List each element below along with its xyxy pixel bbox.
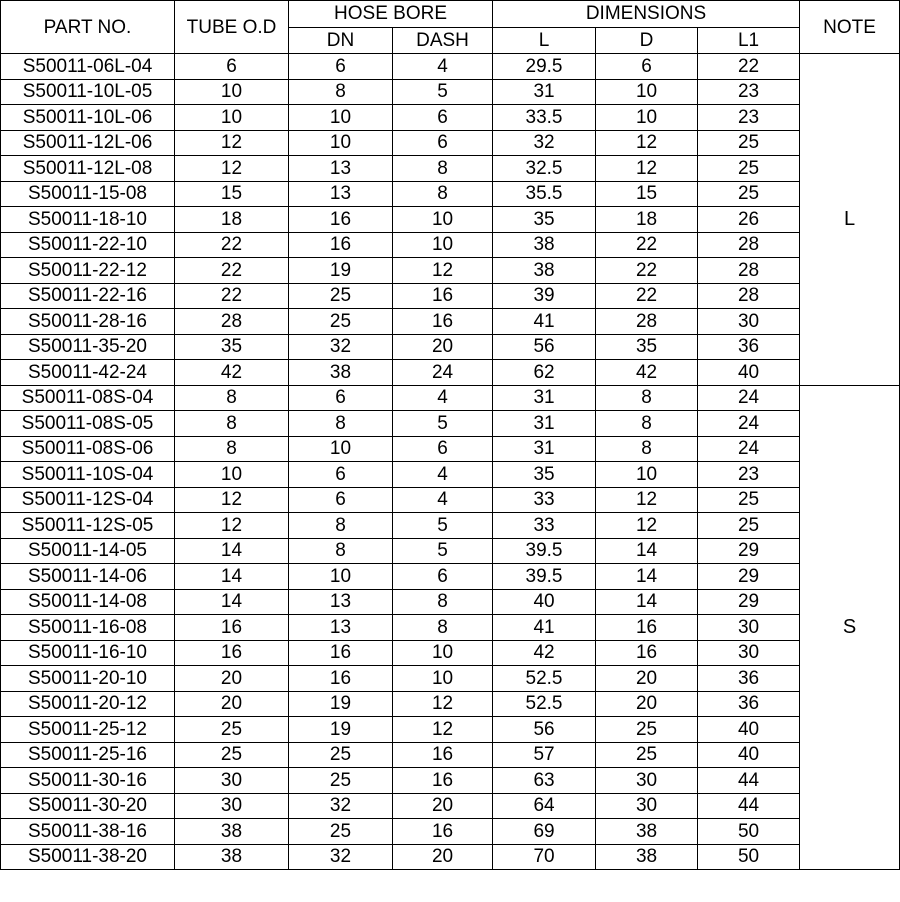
tube-od-cell: 14 (175, 538, 289, 564)
l-cell: 32 (493, 130, 596, 156)
dash-cell: 10 (393, 207, 493, 233)
table-row (1, 181, 900, 207)
tube-od-cell: 14 (175, 564, 289, 590)
dash-cell: 10 (393, 666, 493, 692)
part-no-cell: S50011-38-20 (1, 844, 175, 870)
l1-cell: 50 (698, 819, 800, 845)
l1-cell: 24 (698, 436, 800, 462)
table-row (1, 385, 900, 411)
table-row (1, 258, 900, 284)
dash-cell: 8 (393, 181, 493, 207)
dn-cell: 10 (289, 105, 393, 131)
l-cell: 35.5 (493, 181, 596, 207)
part-no-cell: S50011-08S-05 (1, 411, 175, 437)
part-no-cell: S50011-18-10 (1, 207, 175, 233)
l-cell: 56 (493, 334, 596, 360)
l1-cell: 30 (698, 309, 800, 335)
l-cell: 32.5 (493, 156, 596, 182)
dn-cell: 10 (289, 436, 393, 462)
l1-cell: 25 (698, 513, 800, 539)
part-no-cell: S50011-10S-04 (1, 462, 175, 488)
dn-cell: 19 (289, 691, 393, 717)
part-no-cell: S50011-30-16 (1, 768, 175, 794)
table-row (1, 589, 900, 615)
l-cell: 39.5 (493, 564, 596, 590)
d-cell: 8 (596, 436, 698, 462)
tube-od-cell: 20 (175, 666, 289, 692)
d-cell: 30 (596, 793, 698, 819)
header-dash: DASH (393, 27, 493, 54)
l1-cell: 44 (698, 793, 800, 819)
l1-cell: 25 (698, 156, 800, 182)
dash-cell: 8 (393, 156, 493, 182)
d-cell: 15 (596, 181, 698, 207)
header-l1: L1 (698, 27, 800, 54)
table-row (1, 538, 900, 564)
dn-cell: 8 (289, 79, 393, 105)
part-no-cell: S50011-28-16 (1, 309, 175, 335)
table-row (1, 487, 900, 513)
dn-cell: 10 (289, 130, 393, 156)
d-cell: 12 (596, 130, 698, 156)
tube-od-cell: 12 (175, 513, 289, 539)
part-no-cell: S50011-14-06 (1, 564, 175, 590)
dn-cell: 19 (289, 717, 393, 743)
tube-od-cell: 10 (175, 462, 289, 488)
l-cell: 70 (493, 844, 596, 870)
l-cell: 39.5 (493, 538, 596, 564)
l-cell: 62 (493, 360, 596, 386)
tube-od-cell: 16 (175, 615, 289, 641)
d-cell: 8 (596, 385, 698, 411)
dash-cell: 5 (393, 411, 493, 437)
part-no-cell: S50011-16-08 (1, 615, 175, 641)
dn-cell: 8 (289, 411, 393, 437)
table-row (1, 54, 900, 80)
d-cell: 20 (596, 691, 698, 717)
d-cell: 38 (596, 819, 698, 845)
l-cell: 57 (493, 742, 596, 768)
d-cell: 8 (596, 411, 698, 437)
l-cell: 69 (493, 819, 596, 845)
dn-cell: 25 (289, 742, 393, 768)
tube-od-cell: 25 (175, 742, 289, 768)
l1-cell: 36 (698, 691, 800, 717)
tube-od-cell: 12 (175, 487, 289, 513)
l-cell: 38 (493, 258, 596, 284)
d-cell: 14 (596, 589, 698, 615)
dn-cell: 32 (289, 793, 393, 819)
tube-od-cell: 10 (175, 79, 289, 105)
d-cell: 18 (596, 207, 698, 233)
l-cell: 31 (493, 436, 596, 462)
d-cell: 28 (596, 309, 698, 335)
d-cell: 12 (596, 487, 698, 513)
table-row (1, 742, 900, 768)
l1-cell: 24 (698, 411, 800, 437)
l1-cell: 25 (698, 130, 800, 156)
part-no-cell: S50011-35-20 (1, 334, 175, 360)
dn-cell: 8 (289, 538, 393, 564)
dash-cell: 5 (393, 79, 493, 105)
tube-od-cell: 8 (175, 411, 289, 437)
table-row (1, 79, 900, 105)
l-cell: 31 (493, 385, 596, 411)
dash-cell: 10 (393, 232, 493, 258)
l-cell: 39 (493, 283, 596, 309)
dash-cell: 10 (393, 640, 493, 666)
header-l: L (493, 27, 596, 54)
dash-cell: 6 (393, 564, 493, 590)
dash-cell: 4 (393, 54, 493, 80)
part-no-cell: S50011-38-16 (1, 819, 175, 845)
part-no-cell: S50011-25-16 (1, 742, 175, 768)
part-no-cell: S50011-30-20 (1, 793, 175, 819)
l1-cell: 40 (698, 742, 800, 768)
l1-cell: 25 (698, 487, 800, 513)
d-cell: 10 (596, 462, 698, 488)
dash-cell: 5 (393, 538, 493, 564)
dn-cell: 25 (289, 309, 393, 335)
dn-cell: 10 (289, 564, 393, 590)
dash-cell: 6 (393, 436, 493, 462)
part-no-cell: S50011-14-05 (1, 538, 175, 564)
dn-cell: 16 (289, 640, 393, 666)
dn-cell: 6 (289, 54, 393, 80)
d-cell: 38 (596, 844, 698, 870)
dash-cell: 16 (393, 283, 493, 309)
dn-cell: 16 (289, 207, 393, 233)
dash-cell: 12 (393, 717, 493, 743)
l1-cell: 25 (698, 181, 800, 207)
dash-cell: 4 (393, 385, 493, 411)
part-no-cell: S50011-06L-04 (1, 54, 175, 80)
l1-cell: 23 (698, 462, 800, 488)
d-cell: 30 (596, 768, 698, 794)
tube-od-cell: 6 (175, 54, 289, 80)
part-no-cell: S50011-42-24 (1, 360, 175, 386)
dash-cell: 16 (393, 768, 493, 794)
d-cell: 14 (596, 538, 698, 564)
part-no-cell: S50011-08S-06 (1, 436, 175, 462)
table-row (1, 105, 900, 131)
dn-cell: 13 (289, 181, 393, 207)
d-cell: 10 (596, 79, 698, 105)
table-row (1, 436, 900, 462)
tube-od-cell: 30 (175, 793, 289, 819)
table-row (1, 360, 900, 386)
l-cell: 29.5 (493, 54, 596, 80)
header-part-no: PART NO. (1, 1, 175, 54)
dash-cell: 20 (393, 334, 493, 360)
d-cell: 20 (596, 666, 698, 692)
dash-cell: 5 (393, 513, 493, 539)
header-dn: DN (289, 27, 393, 54)
l-cell: 42 (493, 640, 596, 666)
l-cell: 38 (493, 232, 596, 258)
dn-cell: 16 (289, 666, 393, 692)
dn-cell: 6 (289, 385, 393, 411)
dash-cell: 6 (393, 105, 493, 131)
part-no-cell: S50011-20-10 (1, 666, 175, 692)
l-cell: 63 (493, 768, 596, 794)
header-note: NOTE (800, 1, 900, 54)
dn-cell: 25 (289, 768, 393, 794)
tube-od-cell: 12 (175, 130, 289, 156)
tube-od-cell: 8 (175, 385, 289, 411)
tube-od-cell: 16 (175, 640, 289, 666)
part-no-cell: S50011-10L-06 (1, 105, 175, 131)
l-cell: 41 (493, 309, 596, 335)
l-cell: 52.5 (493, 691, 596, 717)
d-cell: 22 (596, 283, 698, 309)
dn-cell: 32 (289, 334, 393, 360)
l-cell: 31 (493, 79, 596, 105)
dash-cell: 12 (393, 691, 493, 717)
d-cell: 25 (596, 742, 698, 768)
table-row (1, 156, 900, 182)
dn-cell: 32 (289, 844, 393, 870)
table-row (1, 309, 900, 335)
part-no-cell: S50011-20-12 (1, 691, 175, 717)
d-cell: 6 (596, 54, 698, 80)
d-cell: 42 (596, 360, 698, 386)
table-row (1, 232, 900, 258)
l1-cell: 29 (698, 538, 800, 564)
note-cell: L (800, 54, 900, 386)
table-row (1, 844, 900, 870)
d-cell: 22 (596, 258, 698, 284)
dn-cell: 16 (289, 232, 393, 258)
dn-cell: 13 (289, 589, 393, 615)
part-no-cell: S50011-22-12 (1, 258, 175, 284)
dn-cell: 13 (289, 156, 393, 182)
table-row (1, 768, 900, 794)
header-hose-bore: HOSE BORE (289, 1, 493, 28)
l1-cell: 36 (698, 666, 800, 692)
dash-cell: 4 (393, 462, 493, 488)
l1-cell: 29 (698, 564, 800, 590)
tube-od-cell: 8 (175, 436, 289, 462)
l-cell: 40 (493, 589, 596, 615)
dash-cell: 6 (393, 130, 493, 156)
d-cell: 25 (596, 717, 698, 743)
l-cell: 33 (493, 513, 596, 539)
l1-cell: 50 (698, 844, 800, 870)
header-tube-od: TUBE O.D (175, 1, 289, 54)
l1-cell: 44 (698, 768, 800, 794)
dn-cell: 6 (289, 487, 393, 513)
table-row (1, 691, 900, 717)
dash-cell: 24 (393, 360, 493, 386)
l-cell: 33.5 (493, 105, 596, 131)
l1-cell: 40 (698, 360, 800, 386)
tube-od-cell: 15 (175, 181, 289, 207)
part-no-cell: S50011-15-08 (1, 181, 175, 207)
tube-od-cell: 35 (175, 334, 289, 360)
table-row (1, 793, 900, 819)
l1-cell: 29 (698, 589, 800, 615)
l-cell: 52.5 (493, 666, 596, 692)
tube-od-cell: 22 (175, 232, 289, 258)
l-cell: 33 (493, 487, 596, 513)
note-cell: S (800, 385, 900, 870)
dn-cell: 6 (289, 462, 393, 488)
part-no-cell: S50011-12S-04 (1, 487, 175, 513)
d-cell: 12 (596, 513, 698, 539)
table-body (1, 54, 900, 870)
part-no-cell: S50011-22-16 (1, 283, 175, 309)
tube-od-cell: 14 (175, 589, 289, 615)
dn-cell: 13 (289, 615, 393, 641)
table-row (1, 717, 900, 743)
tube-od-cell: 30 (175, 768, 289, 794)
l1-cell: 30 (698, 640, 800, 666)
header-dimensions: DIMENSIONS (493, 1, 800, 28)
l1-cell: 40 (698, 717, 800, 743)
part-no-cell: S50011-12L-08 (1, 156, 175, 182)
header-d: D (596, 27, 698, 54)
tube-od-cell: 18 (175, 207, 289, 233)
part-no-cell: S50011-25-12 (1, 717, 175, 743)
l-cell: 35 (493, 207, 596, 233)
table-row (1, 615, 900, 641)
l1-cell: 28 (698, 232, 800, 258)
tube-od-cell: 38 (175, 844, 289, 870)
part-no-cell: S50011-10L-05 (1, 79, 175, 105)
table-row (1, 564, 900, 590)
d-cell: 12 (596, 156, 698, 182)
table-row (1, 411, 900, 437)
dn-cell: 25 (289, 819, 393, 845)
table-row (1, 334, 900, 360)
dash-cell: 16 (393, 819, 493, 845)
table-row (1, 130, 900, 156)
l1-cell: 30 (698, 615, 800, 641)
l1-cell: 23 (698, 79, 800, 105)
table-row (1, 283, 900, 309)
table-row (1, 640, 900, 666)
part-no-cell: S50011-14-08 (1, 589, 175, 615)
tube-od-cell: 20 (175, 691, 289, 717)
d-cell: 35 (596, 334, 698, 360)
l1-cell: 28 (698, 258, 800, 284)
dash-cell: 12 (393, 258, 493, 284)
l1-cell: 24 (698, 385, 800, 411)
table-row (1, 666, 900, 692)
l1-cell: 23 (698, 105, 800, 131)
tube-od-cell: 38 (175, 819, 289, 845)
l1-cell: 28 (698, 283, 800, 309)
dash-cell: 16 (393, 309, 493, 335)
tube-od-cell: 10 (175, 105, 289, 131)
d-cell: 16 (596, 615, 698, 641)
part-no-cell: S50011-16-10 (1, 640, 175, 666)
tube-od-cell: 22 (175, 258, 289, 284)
l-cell: 35 (493, 462, 596, 488)
l-cell: 31 (493, 411, 596, 437)
part-no-cell: S50011-12S-05 (1, 513, 175, 539)
l1-cell: 36 (698, 334, 800, 360)
tube-od-cell: 22 (175, 283, 289, 309)
d-cell: 10 (596, 105, 698, 131)
dash-cell: 20 (393, 793, 493, 819)
tube-od-cell: 28 (175, 309, 289, 335)
tube-od-cell: 25 (175, 717, 289, 743)
table-row (1, 207, 900, 233)
l-cell: 41 (493, 615, 596, 641)
dash-cell: 8 (393, 589, 493, 615)
d-cell: 14 (596, 564, 698, 590)
part-no-cell: S50011-22-10 (1, 232, 175, 258)
part-no-cell: S50011-12L-06 (1, 130, 175, 156)
table-row (1, 819, 900, 845)
dash-cell: 20 (393, 844, 493, 870)
dn-cell: 8 (289, 513, 393, 539)
table-row (1, 513, 900, 539)
d-cell: 22 (596, 232, 698, 258)
l1-cell: 22 (698, 54, 800, 80)
dash-cell: 16 (393, 742, 493, 768)
d-cell: 16 (596, 640, 698, 666)
l-cell: 56 (493, 717, 596, 743)
dash-cell: 8 (393, 615, 493, 641)
table-header (1, 1, 900, 54)
table-row (1, 462, 900, 488)
part-no-cell: S50011-08S-04 (1, 385, 175, 411)
l-cell: 64 (493, 793, 596, 819)
tube-od-cell: 42 (175, 360, 289, 386)
dn-cell: 25 (289, 283, 393, 309)
dn-cell: 38 (289, 360, 393, 386)
l1-cell: 26 (698, 207, 800, 233)
dash-cell: 4 (393, 487, 493, 513)
tube-od-cell: 12 (175, 156, 289, 182)
dn-cell: 19 (289, 258, 393, 284)
